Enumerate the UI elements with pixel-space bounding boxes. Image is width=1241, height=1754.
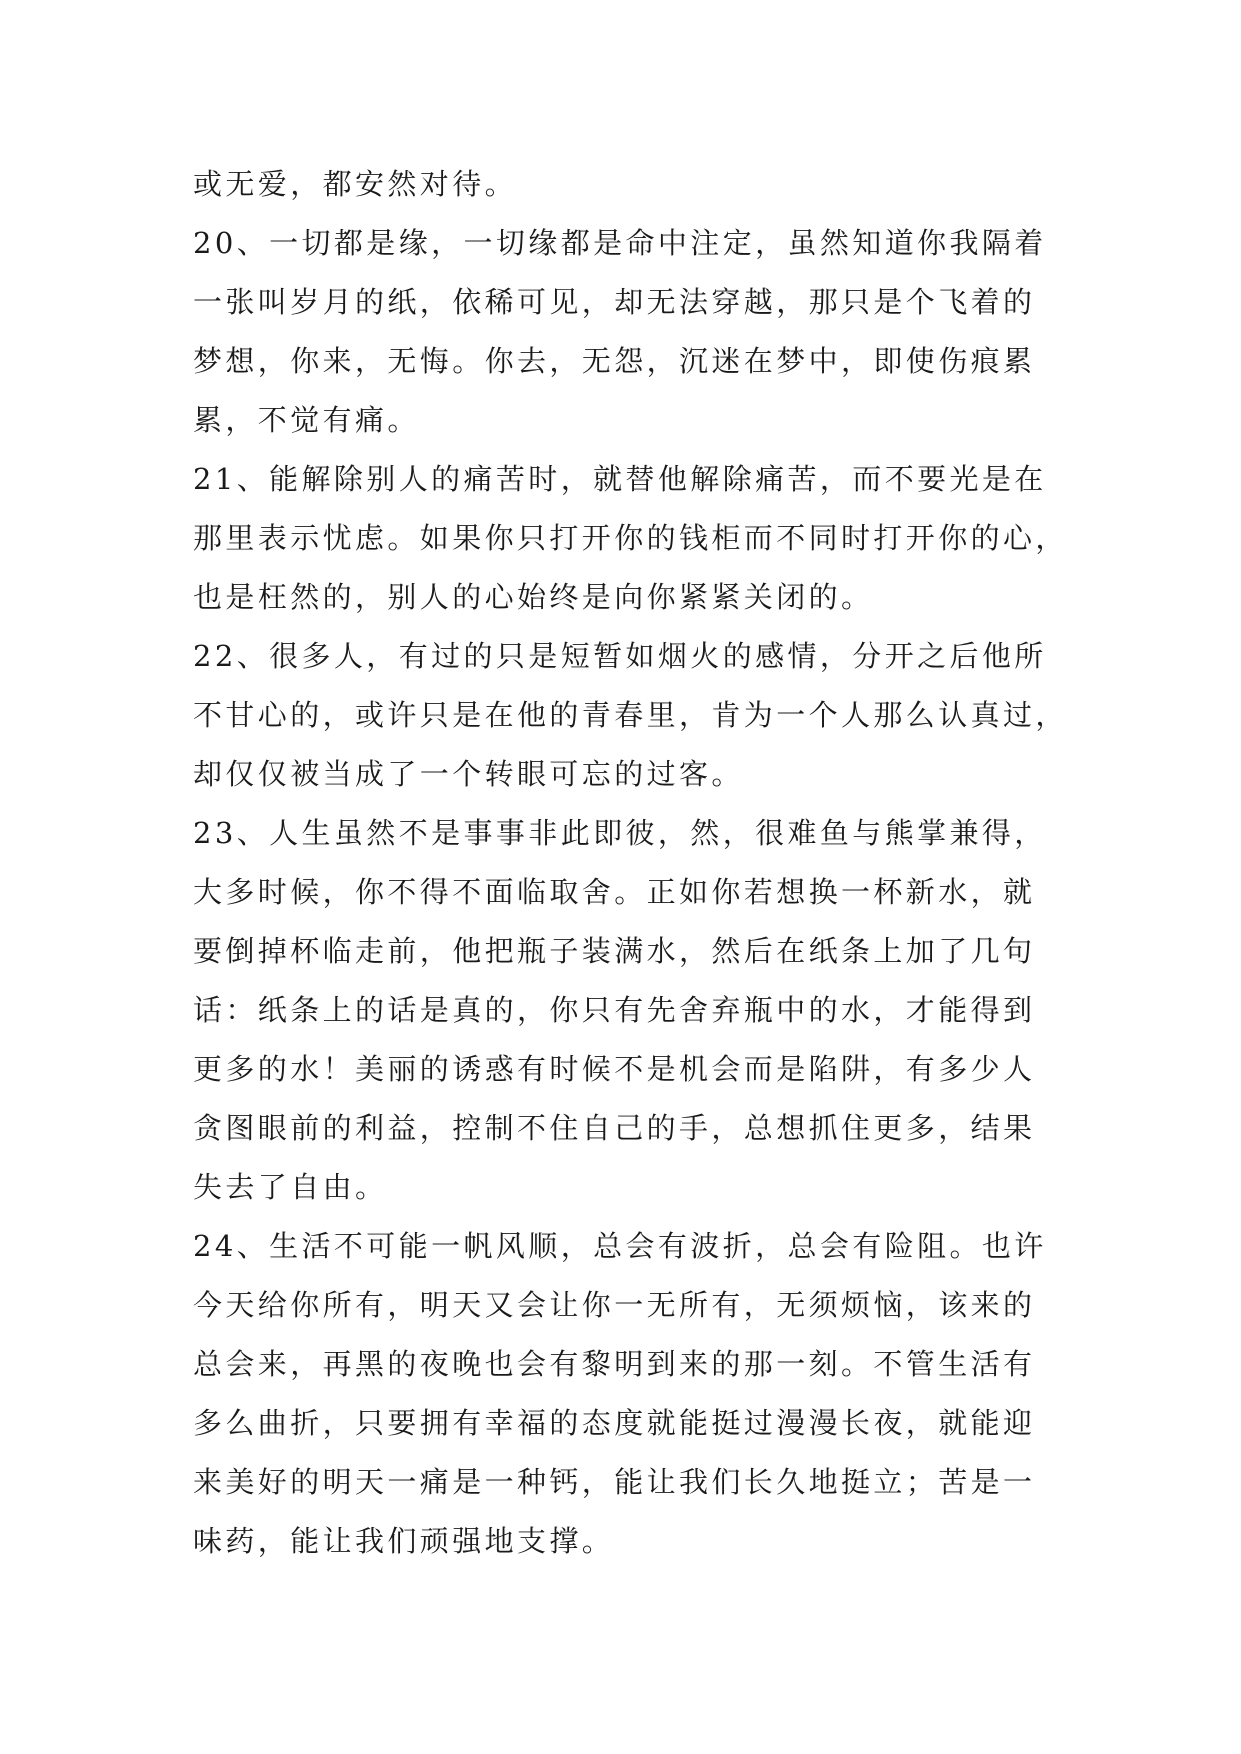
text-line: 累，不觉有痛。 [193, 403, 420, 437]
text-line: 贪图眼前的利益，控制不住自己的手，总想抓住更多，结果 [193, 1111, 1036, 1145]
text-line: 今天给你所有，明天又会让你一无所有，无须烦恼，该来的 [193, 1288, 1036, 1322]
text-line: 20、一切都是缘，一切缘都是命中注定，虽然知道你我隔着 [193, 226, 1047, 260]
text-line: 大多时候，你不得不面临取舍。正如你若想换一杯新水，就 [193, 875, 1036, 909]
text-line: 22、很多人，有过的只是短暂如烟火的感情，分开之后他所 [193, 639, 1047, 673]
text-line: 23、人生虽然不是事事非此即彼，然，很难鱼与熊掌兼得， [193, 816, 1047, 850]
text-line: 梦想，你来，无悔。你去，无怨，沉迷在梦中，即使伤痕累 [193, 344, 1036, 378]
document-body [193, 155, 1073, 1571]
text-line: 也是枉然的，别人的心始终是向你紧紧关闭的。 [193, 580, 874, 614]
text-line: 一张叫岁月的纸，依稀可见，却无法穿越，那只是个飞着的 [193, 285, 1036, 319]
text-line: 话：纸条上的话是真的，你只有先舍弃瓶中的水，才能得到 [193, 993, 1036, 1027]
text-line: 或无爱，都安然对待。 [193, 167, 518, 201]
text-line: 味药，能让我们顽强地支撑。 [193, 1524, 615, 1558]
text-line: 却仅仅被当成了一个转眼可忘的过客。 [193, 757, 744, 791]
text-line: 来美好的明天一痛是一种钙，能让我们长久地挺立；苦是一 [193, 1465, 1036, 1499]
text-line: 不甘心的，或许只是在他的青春里，肯为一个人那么认真过， [193, 698, 1068, 732]
text-line: 多么曲折，只要拥有幸福的态度就能挺过漫漫长夜，就能迎 [193, 1406, 1036, 1440]
text-line: 失去了自由。 [193, 1170, 388, 1204]
text-line: 24、生活不可能一帆风顺，总会有波折，总会有险阻。也许 [193, 1229, 1047, 1263]
text-line: 总会来，再黑的夜晚也会有黎明到来的那一刻。不管生活有 [193, 1347, 1036, 1381]
text-line: 更多的水！美丽的诱惑有时候不是机会而是陷阱，有多少人 [193, 1052, 1036, 1086]
text-line: 那里表示忧虑。如果你只打开你的钱柜而不同时打开你的心， [193, 521, 1068, 555]
text-line: 21、能解除别人的痛苦时，就替他解除痛苦，而不要光是在 [193, 462, 1047, 496]
text-line: 要倒掉杯临走前，他把瓶子装满水，然后在纸条上加了几句 [193, 934, 1036, 968]
